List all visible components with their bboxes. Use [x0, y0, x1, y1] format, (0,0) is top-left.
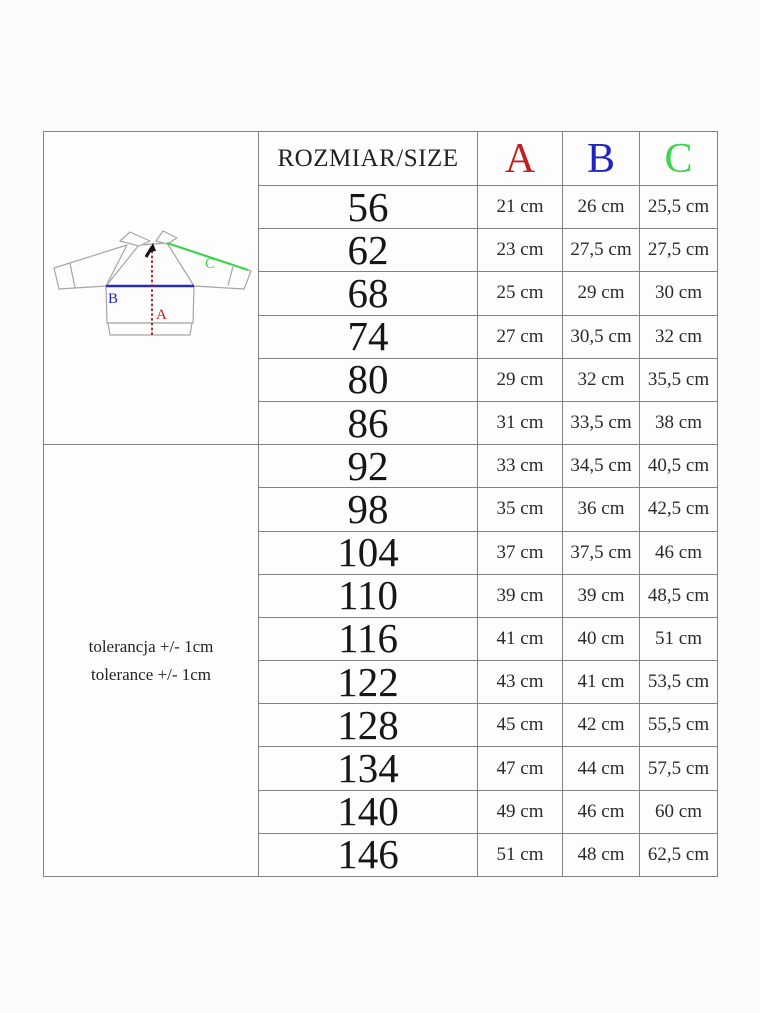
- size-cell: 116: [259, 617, 478, 660]
- measurement-b-cell: 29 cm: [563, 272, 640, 315]
- measurement-a-cell: 25 cm: [478, 272, 563, 315]
- measurement-c-cell: 57,5 cm: [640, 747, 718, 790]
- measurement-b-cell: 32 cm: [563, 358, 640, 401]
- measurement-b-cell: 41 cm: [563, 661, 640, 704]
- size-cell: 146: [259, 833, 478, 876]
- size-cell: 68: [259, 272, 478, 315]
- measurement-a-cell: 33 cm: [478, 445, 563, 488]
- jacket-hem-band: [108, 323, 192, 335]
- measurement-b-cell: 26 cm: [563, 186, 640, 229]
- measurement-c-cell: 32 cm: [640, 315, 718, 358]
- measurement-b-cell: 33,5 cm: [563, 401, 640, 444]
- measurement-b-cell: 30,5 cm: [563, 315, 640, 358]
- measurement-c-cell: 55,5 cm: [640, 704, 718, 747]
- jacket-collar-left: [120, 232, 150, 246]
- column-header-c: C: [640, 132, 718, 186]
- measurement-a-cell: 35 cm: [478, 488, 563, 531]
- measurement-a-cell: 23 cm: [478, 229, 563, 272]
- tolerance-line-pl: tolerancja +/- 1cm: [88, 637, 214, 657]
- size-cell: 110: [259, 574, 478, 617]
- measurement-b-cell: 48 cm: [563, 833, 640, 876]
- size-cell: 122: [259, 661, 478, 704]
- diagram-label-a: A: [156, 306, 167, 323]
- measurement-b-cell: 37,5 cm: [563, 531, 640, 574]
- jacket-measurement-diagram: [44, 226, 258, 346]
- measurement-c-cell: 48,5 cm: [640, 574, 718, 617]
- measurement-a-cell: 47 cm: [478, 747, 563, 790]
- jacket-collar-right: [156, 231, 177, 244]
- measurement-a-cell: 51 cm: [478, 833, 563, 876]
- size-cell: 92: [259, 445, 478, 488]
- size-cell: 140: [259, 790, 478, 833]
- measurement-a-cell: 45 cm: [478, 704, 563, 747]
- measurement-a-cell: 41 cm: [478, 617, 563, 660]
- measurement-a-cell: 37 cm: [478, 531, 563, 574]
- size-cell: 80: [259, 358, 478, 401]
- size-cell: 134: [259, 747, 478, 790]
- measurement-b-cell: 36 cm: [563, 488, 640, 531]
- header-row: [44, 132, 718, 186]
- size-cell: 62: [259, 229, 478, 272]
- measurement-a-cell: 49 cm: [478, 790, 563, 833]
- size-cell: 98: [259, 488, 478, 531]
- jacket-diagram-cell: [44, 132, 259, 445]
- diagram-label-c: C: [205, 255, 216, 272]
- measurement-a-cell: 31 cm: [478, 401, 563, 444]
- measurement-c-cell: 53,5 cm: [640, 661, 718, 704]
- measurement-c-cell: 42,5 cm: [640, 488, 718, 531]
- column-header-a: A: [478, 132, 563, 186]
- size-cell: 104: [259, 531, 478, 574]
- size-row-92: [44, 445, 718, 488]
- column-header-size: ROZMIAR/SIZE: [259, 132, 478, 186]
- measurement-c-cell: 40,5 cm: [640, 445, 718, 488]
- measurement-c-cell: 35,5 cm: [640, 358, 718, 401]
- measurement-c-cell: 27,5 cm: [640, 229, 718, 272]
- measurement-b-cell: 40 cm: [563, 617, 640, 660]
- measurement-c-cell: 25,5 cm: [640, 186, 718, 229]
- tolerance-note-cell: [44, 445, 259, 877]
- size-chart: [43, 131, 718, 877]
- measurement-b-cell: 39 cm: [563, 574, 640, 617]
- measurement-b-cell: 46 cm: [563, 790, 640, 833]
- measurement-b-cell: 42 cm: [563, 704, 640, 747]
- size-cell: 74: [259, 315, 478, 358]
- size-cell: 86: [259, 401, 478, 444]
- measurement-a-cell: 21 cm: [478, 186, 563, 229]
- tolerance-line-en: tolerance +/- 1cm: [90, 664, 212, 684]
- column-header-b: B: [563, 132, 640, 186]
- measurement-a-cell: 29 cm: [478, 358, 563, 401]
- measurement-b-cell: 44 cm: [563, 747, 640, 790]
- diagram-label-b: B: [108, 290, 119, 307]
- measurement-c-cell: 62,5 cm: [640, 833, 718, 876]
- measurement-c-cell: 30 cm: [640, 272, 718, 315]
- measurement-a-cell: 27 cm: [478, 315, 563, 358]
- measurement-b-cell: 34,5 cm: [563, 445, 640, 488]
- measurement-a-cell: 39 cm: [478, 574, 563, 617]
- size-cell: 56: [259, 186, 478, 229]
- measurement-c-cell: 46 cm: [640, 531, 718, 574]
- measurement-b-cell: 27,5 cm: [563, 229, 640, 272]
- measurement-c-cell: 51 cm: [640, 617, 718, 660]
- measurement-c-cell: 60 cm: [640, 790, 718, 833]
- size-cell: 128: [259, 704, 478, 747]
- measurement-c-cell: 38 cm: [640, 401, 718, 444]
- measurement-a-cell: 43 cm: [478, 661, 563, 704]
- size-chart-table: [43, 131, 718, 877]
